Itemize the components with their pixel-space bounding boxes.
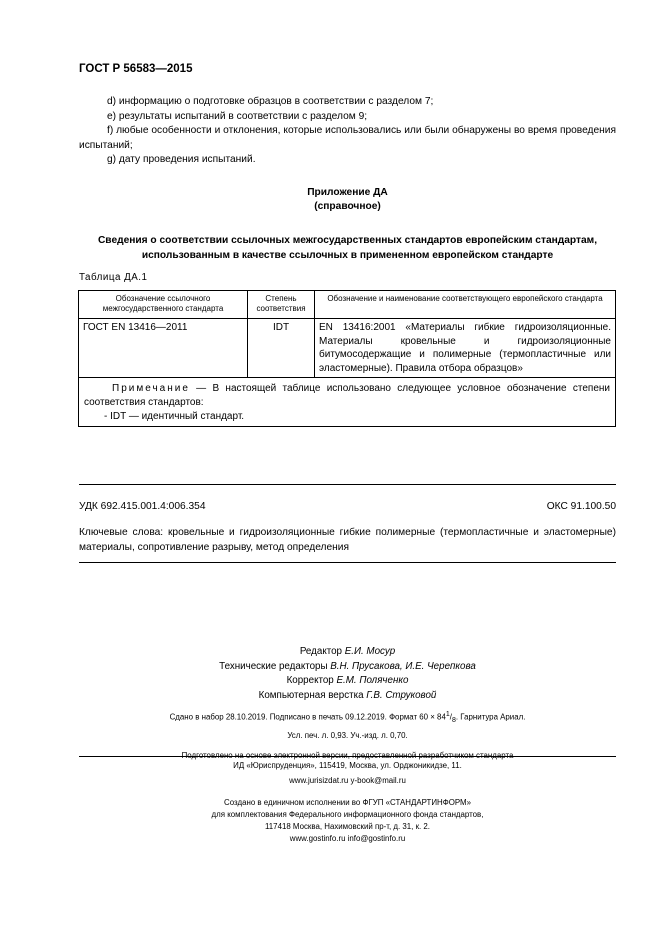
divider: [79, 756, 616, 757]
credit-label: Компьютерная верстка: [258, 689, 367, 701]
imprint-fraction-num: 1: [445, 711, 450, 718]
column-header: Степень соответствия: [248, 291, 315, 319]
appendix-title: Приложение ДА: [307, 187, 388, 198]
list-item: d) информацию о подготовке образцов в соответствии с разделом 7;: [107, 96, 434, 107]
printer-line: www.gostinfo.ru info@gostinfo.ru: [289, 834, 406, 843]
list-item: e) результаты испытаний в соответствии с разделом 9;: [107, 110, 368, 122]
divider: [79, 484, 616, 485]
imprint-line: Сдано в набор 28.10.2019. Подписано в печать 09.12.2019. Формат $60 \times 84^1/_8$. Гарнитура Ариал.: [169, 711, 526, 725]
report-items-list: [79, 95, 616, 168]
table-note: [79, 378, 616, 427]
keywords: Ключевые слова: кровельные и гидроизоляционные гибкие полимерные (термопластичные и эластомерные) материалы, сопротивление разрыву, метод определения: [79, 527, 616, 553]
table-cell: ГОСТ EN 13416—2011: [79, 319, 248, 378]
publisher-block: [79, 759, 616, 788]
table-header-row: [79, 291, 616, 319]
appendix-subtitle: (справочное): [314, 201, 381, 212]
editor-name: Е.И. Мосур: [344, 646, 396, 657]
table-cell: IDT: [248, 319, 315, 378]
note-item: - IDT — идентичный стандарт.: [104, 410, 245, 422]
imprint-text: . Гарнитура Ариал.: [455, 712, 526, 722]
table-cell: EN 13416:2001 «Материалы гибкие гидроизоляционные. Материалы кровельные и гидроизоляционные битумосодержащие и полимерные (термопластичные или эластомерные). Правила отбора образцов»: [315, 319, 616, 378]
divider: [79, 562, 616, 563]
tech-editors-names: В.Н. Прусакова, И.Е. Черепкова: [330, 660, 476, 672]
credits-block: [79, 645, 616, 703]
imprint-line: Усл. печ. л. 0,93. Уч.-изд. л. 0,70.: [287, 730, 408, 740]
table-row: [79, 319, 616, 378]
classification-line: [79, 501, 616, 512]
imprint-fraction-den: 8: [451, 717, 456, 725]
printer-line: для комплектования Федерального информационного фонда стандартов,: [211, 810, 484, 819]
publisher-line: ИД «Юриспруденция», 115419, Москва, ул. Орджоникидзе, 11.: [233, 761, 462, 770]
correspondence-table: [78, 290, 616, 427]
publisher-line: www.jurisizdat.ru y-book@mail.ru: [289, 775, 406, 785]
printer-line: 117418 Москва, Нахимовский пр-т, д. 31, к. 2.: [264, 822, 430, 831]
column-header: Обозначение и наименование соответствующего европейского стандарта: [315, 291, 616, 319]
list-item: f) любые особенности и отклонения, которые использовались или были обнаружены во время проведения испытаний;: [79, 125, 616, 151]
credit-label: Корректор: [286, 675, 337, 687]
oks-code: ОКС 91.100.50: [546, 501, 616, 512]
table-note-row: [79, 378, 616, 427]
corrector-name: Е.М. Поляченко: [336, 675, 409, 687]
list-item: g) дату проведения испытаний.: [107, 154, 256, 166]
layout-name: Г.В. Струковой: [366, 689, 437, 701]
column-header: Обозначение ссылочного межгосударственного стандарта: [79, 291, 248, 319]
udk-code: УДК 692.415.001.4:006.354: [79, 501, 206, 512]
table-caption: Таблица ДА.1: [79, 272, 148, 283]
appendix-heading: Сведения о соответствии ссылочных межгосударственных стандартов европейским стандартам, использованным в качестве ссылочных в примененном европейском стандарте: [97, 235, 598, 261]
credit-label: Редактор: [299, 646, 345, 657]
note-text: — В настоящей таблице использовано следующее условное обозначение степени соответствия стандартов:: [84, 383, 610, 408]
imprint-text: Сдано в набор 28.10.2019. Подписано в печать 09.12.2019. Формат 60 × 84: [169, 712, 446, 722]
credit-label: Технические редакторы: [219, 660, 331, 672]
printer-line: Создано в единичном исполнении во ФГУП «СТАНДАРТИНФОРМ»: [224, 798, 471, 807]
printer-block: [79, 797, 616, 845]
imprint-line: Подготовлено на основе электронной версии, предоставленной разработчиком стандарта: [181, 751, 514, 761]
note-label: Примечание: [112, 383, 190, 395]
document-code: ГОСТ Р 56583—2015: [79, 63, 193, 75]
